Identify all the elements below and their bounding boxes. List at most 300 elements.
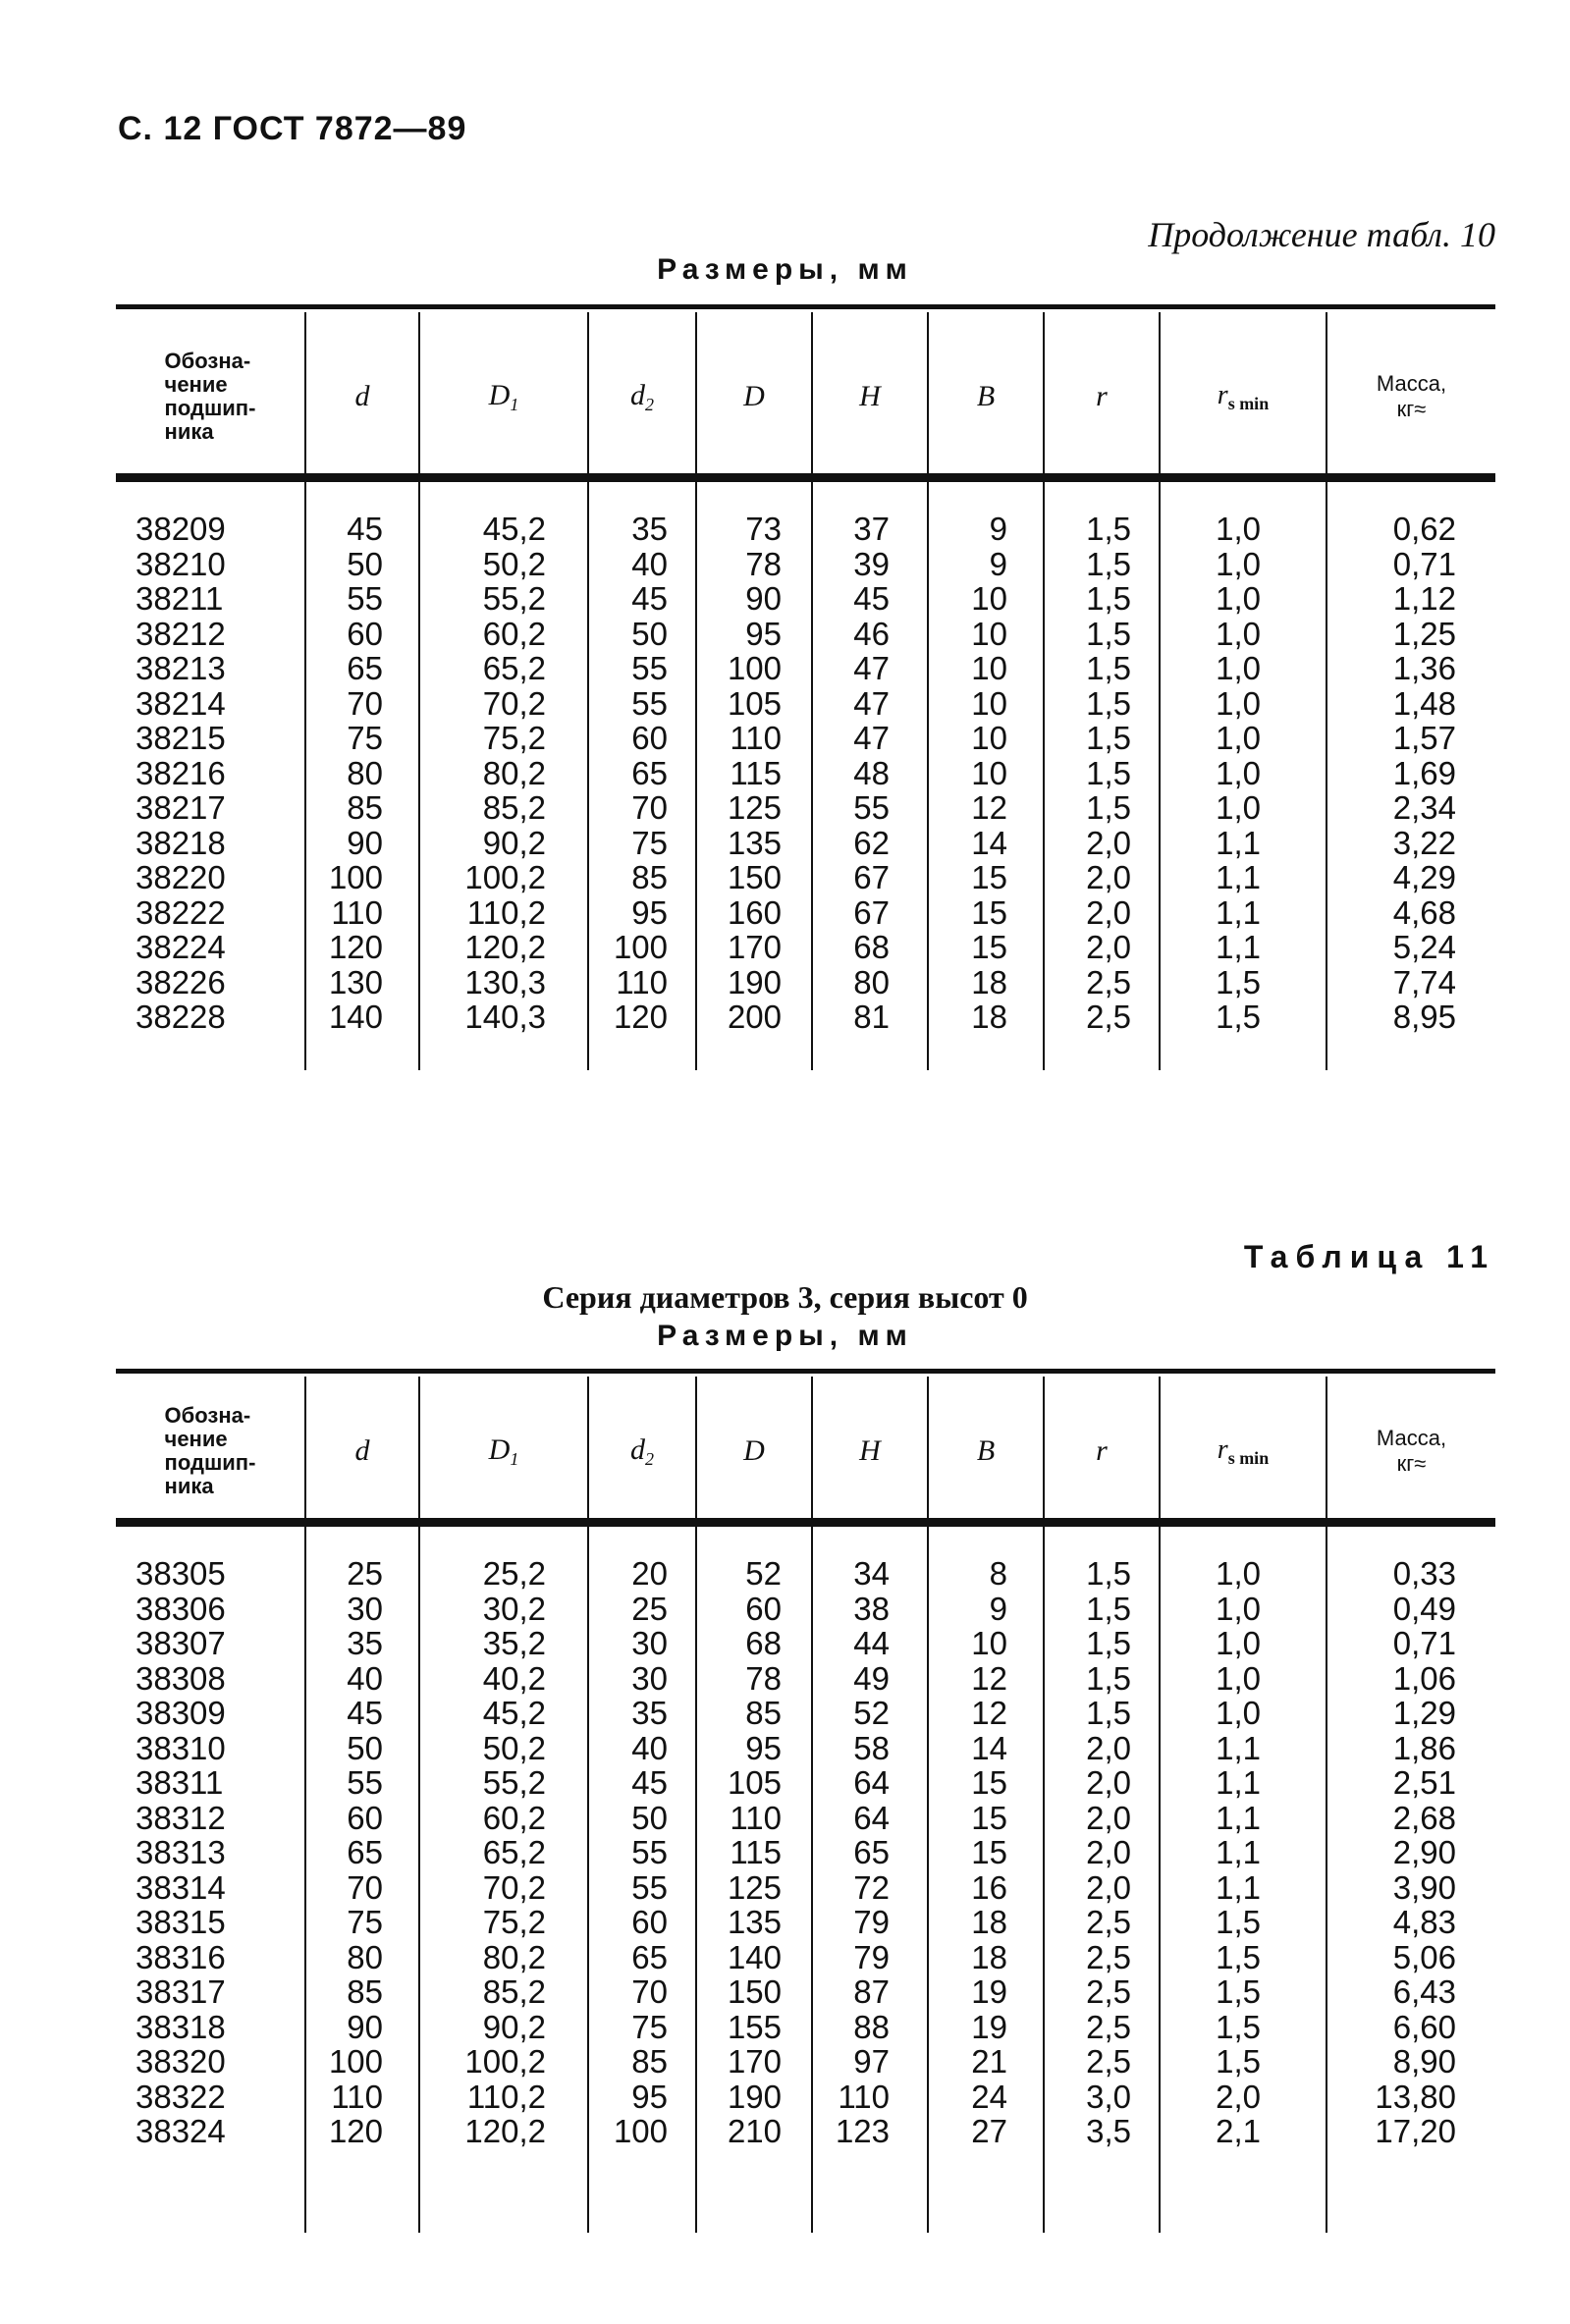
cell-H: 97 xyxy=(853,2043,890,2080)
table-11 xyxy=(116,1369,1495,2233)
cell-r: 3,5 xyxy=(1086,2113,1131,2149)
cell-r: 1,5 xyxy=(1086,754,1131,791)
cell-H: 87 xyxy=(853,1973,890,2010)
cell-B: 10 xyxy=(971,580,1007,617)
cell-d: 90 xyxy=(347,824,383,861)
cell-B: 24 xyxy=(971,2078,1007,2115)
cell-rs-min: 2,1 xyxy=(1216,2113,1261,2149)
cell-r: 2,5 xyxy=(1086,2043,1131,2080)
cell-d: 110 xyxy=(331,2078,383,2115)
cell-designation: 38317 xyxy=(135,1973,226,2010)
continuation-label: Продолжение табл. 10 xyxy=(1148,215,1495,254)
header-designation: Обозна- чение подшип- ника xyxy=(116,1377,306,1526)
cell-H: 44 xyxy=(853,1625,890,1661)
cell-r: 2,0 xyxy=(1086,893,1131,931)
cell-D1: 60,2 xyxy=(482,615,546,652)
cell-D: 115 xyxy=(730,754,782,791)
cell-rs-min: 1,1 xyxy=(1216,1868,1261,1906)
cell-rs-min: 1,0 xyxy=(1216,650,1261,686)
column-mass xyxy=(1327,482,1495,1070)
cell-rs-min: 1,0 xyxy=(1216,1625,1261,1661)
cell-D: 200 xyxy=(727,999,782,1035)
table-top-rule xyxy=(116,1369,1495,1374)
cell-d: 120 xyxy=(328,2113,383,2149)
cell-d2: 95 xyxy=(631,893,668,931)
table-header xyxy=(116,312,1495,481)
cell-designation: 38216 xyxy=(135,754,226,791)
cell-B: 10 xyxy=(971,754,1007,791)
cell-H: 67 xyxy=(853,893,890,931)
column-B xyxy=(929,1527,1045,2233)
cell-r: 2,0 xyxy=(1086,1868,1131,1906)
cell-mass: 0,71 xyxy=(1392,1625,1456,1661)
header-d: d xyxy=(306,1377,420,1526)
cell-d: 60 xyxy=(347,615,383,652)
cell-d2: 100 xyxy=(613,2113,668,2149)
cell-H: 45 xyxy=(853,580,890,617)
header-rule xyxy=(116,473,1495,482)
cell-H: 34 xyxy=(853,1555,890,1592)
table-body xyxy=(116,1527,1495,2233)
cell-d: 85 xyxy=(347,789,383,826)
cell-B: 15 xyxy=(971,1834,1007,1870)
cell-mass: 0,33 xyxy=(1392,1555,1456,1592)
cell-D1: 120,2 xyxy=(464,929,546,965)
cell-D1: 120,2 xyxy=(464,2113,546,2149)
cell-D1: 65,2 xyxy=(482,650,546,686)
cell-H: 79 xyxy=(853,1904,890,1940)
cell-d: 100 xyxy=(328,859,383,895)
cell-H: 67 xyxy=(853,859,890,895)
header-r: r xyxy=(1045,312,1161,481)
cell-designation: 38310 xyxy=(135,1729,226,1766)
cell-D: 105 xyxy=(727,684,782,722)
cell-D: 90 xyxy=(745,580,782,617)
cell-B: 16 xyxy=(971,1868,1007,1906)
cell-D1: 90,2 xyxy=(482,2008,546,2045)
column-H xyxy=(813,1527,929,2233)
column-D1 xyxy=(420,1527,589,2233)
cell-mass: 1,57 xyxy=(1392,720,1456,756)
cell-H: 37 xyxy=(853,511,890,547)
cell-d2: 35 xyxy=(631,1695,668,1731)
cell-B: 15 xyxy=(971,1764,1007,1801)
cell-D1: 40,2 xyxy=(482,1659,546,1697)
cell-designation: 38309 xyxy=(135,1695,226,1731)
column-d2 xyxy=(589,482,697,1070)
cell-designation: 38306 xyxy=(135,1590,226,1627)
cell-r: 2,0 xyxy=(1086,824,1131,861)
column-mass xyxy=(1327,1527,1495,2233)
cell-D: 105 xyxy=(727,1764,782,1801)
cell-d2: 75 xyxy=(631,2008,668,2045)
cell-rs-min: 1,5 xyxy=(1216,1904,1261,1940)
cell-rs-min: 1,0 xyxy=(1216,1659,1261,1697)
cell-rs-min: 1,0 xyxy=(1216,684,1261,722)
cell-B: 18 xyxy=(971,1904,1007,1940)
cell-mass: 0,62 xyxy=(1392,511,1456,547)
cell-designation: 38218 xyxy=(135,824,226,861)
cell-d2: 95 xyxy=(631,2078,668,2115)
cell-r: 2,0 xyxy=(1086,1764,1131,1801)
cell-D1: 130,3 xyxy=(464,963,546,1000)
column-d xyxy=(306,1527,420,2233)
header-rule xyxy=(116,1518,1495,1527)
cell-d2: 70 xyxy=(631,789,668,826)
cell-D: 52 xyxy=(745,1555,782,1592)
cell-rs-min: 1,0 xyxy=(1216,754,1261,791)
cell-mass: 1,06 xyxy=(1392,1659,1456,1697)
cell-B: 10 xyxy=(971,1625,1007,1661)
cell-B: 8 xyxy=(989,1555,1007,1592)
cell-designation: 38307 xyxy=(135,1625,226,1661)
cell-rs-min: 1,0 xyxy=(1216,580,1261,617)
cell-H: 81 xyxy=(853,999,890,1035)
column-D1 xyxy=(420,482,589,1070)
cell-d: 35 xyxy=(347,1625,383,1661)
cell-B: 18 xyxy=(971,963,1007,1000)
cell-mass: 17,20 xyxy=(1375,2113,1456,2149)
cell-mass: 6,60 xyxy=(1392,2008,1456,2045)
cell-d: 110 xyxy=(331,893,383,931)
cell-d: 75 xyxy=(347,720,383,756)
cell-designation: 38224 xyxy=(135,929,226,965)
cell-D1: 110,2 xyxy=(466,2078,546,2115)
cell-D: 100 xyxy=(727,650,782,686)
cell-D1: 85,2 xyxy=(482,789,546,826)
cell-mass: 1,69 xyxy=(1392,754,1456,791)
header-D: D xyxy=(697,312,813,481)
column-r xyxy=(1045,482,1161,1070)
cell-r: 2,0 xyxy=(1086,929,1131,965)
cell-B: 27 xyxy=(971,2113,1007,2149)
cell-B: 15 xyxy=(971,893,1007,931)
cell-D: 190 xyxy=(727,963,782,1000)
series-caption: Серия диаметров 3, серия высот 0 xyxy=(542,1279,1028,1315)
cell-B: 21 xyxy=(971,2043,1007,2080)
cell-D: 78 xyxy=(745,1659,782,1697)
cell-B: 9 xyxy=(989,1590,1007,1627)
cell-d2: 45 xyxy=(631,1764,668,1801)
cell-D: 170 xyxy=(727,2043,782,2080)
cell-d: 25 xyxy=(347,1555,383,1592)
cell-designation: 38315 xyxy=(135,1904,226,1940)
column-rs-min xyxy=(1161,1527,1327,2233)
cell-B: 9 xyxy=(989,511,1007,547)
cell-r: 1,5 xyxy=(1086,684,1131,722)
cell-D1: 70,2 xyxy=(482,1868,546,1906)
cell-mass: 1,12 xyxy=(1392,580,1456,617)
cell-d: 75 xyxy=(347,1904,383,1940)
column-designation xyxy=(116,482,306,1070)
cell-H: 49 xyxy=(853,1659,890,1697)
cell-mass: 6,43 xyxy=(1392,1973,1456,2010)
column-d xyxy=(306,482,420,1070)
cell-d: 70 xyxy=(347,684,383,722)
column-rs-min xyxy=(1161,482,1327,1070)
cell-rs-min: 1,0 xyxy=(1216,720,1261,756)
header-H: H xyxy=(813,312,929,481)
cell-r: 1,5 xyxy=(1086,1555,1131,1592)
cell-designation: 38305 xyxy=(135,1555,226,1592)
cell-D1: 90,2 xyxy=(482,824,546,861)
column-B xyxy=(929,482,1045,1070)
header-B: B xyxy=(929,312,1045,481)
cell-mass: 3,22 xyxy=(1392,824,1456,861)
cell-H: 47 xyxy=(853,720,890,756)
cell-r: 3,0 xyxy=(1086,2078,1131,2115)
cell-B: 19 xyxy=(971,2008,1007,2045)
cell-mass: 0,49 xyxy=(1392,1590,1456,1627)
cell-H: 65 xyxy=(853,1834,890,1870)
cell-rs-min: 1,1 xyxy=(1216,859,1261,895)
cell-D1: 110,2 xyxy=(466,893,546,931)
cell-d: 80 xyxy=(347,754,383,791)
cell-D: 78 xyxy=(745,545,782,582)
cell-D: 140 xyxy=(727,1938,782,1975)
table-body xyxy=(116,482,1495,1070)
header-designation: Обозна- чение подшип- ника xyxy=(116,312,306,481)
cell-B: 12 xyxy=(971,1695,1007,1731)
cell-r: 1,5 xyxy=(1086,650,1131,686)
cell-d: 40 xyxy=(347,1659,383,1697)
cell-d: 100 xyxy=(328,2043,383,2080)
cell-H: 55 xyxy=(853,789,890,826)
cell-rs-min: 1,1 xyxy=(1216,1799,1261,1836)
cell-r: 2,0 xyxy=(1086,859,1131,895)
cell-D1: 55,2 xyxy=(482,1764,546,1801)
cell-mass: 8,95 xyxy=(1392,999,1456,1035)
cell-mass: 2,68 xyxy=(1392,1799,1456,1836)
cell-d: 55 xyxy=(347,580,383,617)
cell-D: 150 xyxy=(727,1973,782,2010)
cell-B: 10 xyxy=(971,720,1007,756)
cell-rs-min: 1,0 xyxy=(1216,1695,1261,1731)
table-header xyxy=(116,1377,1495,1526)
cell-rs-min: 1,1 xyxy=(1216,929,1261,965)
cell-d: 65 xyxy=(347,650,383,686)
cell-r: 1,5 xyxy=(1086,1590,1131,1627)
header-d: d xyxy=(306,312,420,481)
cell-D: 155 xyxy=(727,2008,782,2045)
cell-designation: 38322 xyxy=(135,2078,226,2115)
cell-d: 90 xyxy=(347,2008,383,2045)
cell-d2: 75 xyxy=(631,824,668,861)
cell-rs-min: 1,1 xyxy=(1216,893,1261,931)
cell-mass: 5,06 xyxy=(1392,1938,1456,1975)
header-D1: $D_1$ xyxy=(420,1377,589,1526)
cell-d: 140 xyxy=(328,999,383,1035)
cell-r: 1,5 xyxy=(1086,1695,1131,1731)
cell-rs-min: 1,1 xyxy=(1216,824,1261,861)
cell-designation: 38222 xyxy=(135,893,226,931)
cell-B: 14 xyxy=(971,1729,1007,1766)
cell-d: 70 xyxy=(347,1868,383,1906)
cell-D1: 80,2 xyxy=(482,1938,546,1975)
cell-rs-min: 1,0 xyxy=(1216,1555,1261,1592)
header-mass: Масса, кг≈ xyxy=(1376,371,1447,421)
header-r: r xyxy=(1045,1377,1161,1526)
cell-rs-min: 1,0 xyxy=(1216,511,1261,547)
cell-D: 115 xyxy=(730,1834,782,1870)
cell-r: 2,0 xyxy=(1086,1729,1131,1766)
cell-d: 30 xyxy=(347,1590,383,1627)
cell-d2: 25 xyxy=(631,1590,668,1627)
cell-rs-min: 1,5 xyxy=(1216,1938,1261,1975)
cell-d: 120 xyxy=(328,929,383,965)
cell-H: 38 xyxy=(853,1590,890,1627)
column-D xyxy=(697,482,813,1070)
cell-rs-min: 2,0 xyxy=(1216,2078,1261,2115)
cell-D: 135 xyxy=(727,824,782,861)
table-10 xyxy=(116,304,1495,1070)
header-D1: $D_1$ xyxy=(420,312,589,481)
cell-designation: 38212 xyxy=(135,615,226,652)
cell-r: 2,0 xyxy=(1086,1799,1131,1836)
cell-designation: 38214 xyxy=(135,684,226,722)
cell-D1: 60,2 xyxy=(482,1799,546,1836)
cell-D: 135 xyxy=(727,1904,782,1940)
cell-d2: 50 xyxy=(631,615,668,652)
cell-d2: 85 xyxy=(631,2043,668,2080)
cell-H: 47 xyxy=(853,684,890,722)
cell-designation: 38320 xyxy=(135,2043,226,2080)
cell-B: 18 xyxy=(971,1938,1007,1975)
cell-D1: 50,2 xyxy=(482,545,546,582)
cell-d: 50 xyxy=(347,545,383,582)
cell-H: 80 xyxy=(853,963,890,1000)
cell-B: 10 xyxy=(971,684,1007,722)
cell-d2: 40 xyxy=(631,1729,668,1766)
cell-r: 1,5 xyxy=(1086,511,1131,547)
cell-B: 12 xyxy=(971,789,1007,826)
cell-mass: 5,24 xyxy=(1392,929,1456,965)
cell-D: 160 xyxy=(727,893,782,931)
cell-B: 9 xyxy=(989,545,1007,582)
cell-rs-min: 1,1 xyxy=(1216,1764,1261,1801)
units-caption: Размеры, мм xyxy=(657,1320,913,1352)
cell-H: 58 xyxy=(853,1729,890,1766)
cell-d2: 110 xyxy=(616,963,668,1000)
cell-rs-min: 1,5 xyxy=(1216,999,1261,1035)
cell-D: 210 xyxy=(727,2113,782,2149)
table-top-rule xyxy=(116,304,1495,309)
cell-d: 130 xyxy=(328,963,383,1000)
cell-D: 170 xyxy=(727,929,782,965)
cell-H: 88 xyxy=(853,2008,890,2045)
cell-d2: 50 xyxy=(631,1799,668,1836)
cell-D1: 80,2 xyxy=(482,754,546,791)
cell-r: 1,5 xyxy=(1086,615,1131,652)
cell-D: 150 xyxy=(727,859,782,895)
cell-d2: 20 xyxy=(631,1555,668,1592)
cell-rs-min: 1,1 xyxy=(1216,1834,1261,1870)
cell-B: 15 xyxy=(971,859,1007,895)
cell-d2: 35 xyxy=(631,511,668,547)
header-d2: $d_2$ xyxy=(589,312,697,481)
cell-d: 80 xyxy=(347,1938,383,1975)
cell-r: 2,5 xyxy=(1086,1973,1131,2010)
cell-H: 46 xyxy=(853,615,890,652)
cell-D1: 75,2 xyxy=(482,720,546,756)
cell-rs-min: 1,0 xyxy=(1216,789,1261,826)
cell-d: 85 xyxy=(347,1973,383,2010)
cell-d2: 65 xyxy=(631,1938,668,1975)
cell-designation: 38308 xyxy=(135,1659,226,1697)
cell-d2: 70 xyxy=(631,1973,668,2010)
cell-B: 19 xyxy=(971,1973,1007,2010)
cell-D1: 45,2 xyxy=(482,1695,546,1731)
cell-D1: 45,2 xyxy=(482,511,546,547)
cell-designation: 38209 xyxy=(135,511,226,547)
cell-mass: 2,34 xyxy=(1392,789,1456,826)
cell-B: 14 xyxy=(971,824,1007,861)
cell-rs-min: 1,1 xyxy=(1216,1729,1261,1766)
cell-designation: 38316 xyxy=(135,1938,226,1975)
cell-H: 64 xyxy=(853,1764,890,1801)
cell-r: 1,5 xyxy=(1086,1659,1131,1697)
column-H xyxy=(813,482,929,1070)
cell-mass: 1,86 xyxy=(1392,1729,1456,1766)
cell-mass: 4,83 xyxy=(1392,1904,1456,1940)
column-designation xyxy=(116,1527,306,2233)
cell-D1: 100,2 xyxy=(464,2043,546,2080)
cell-d2: 45 xyxy=(631,580,668,617)
cell-rs-min: 1,0 xyxy=(1216,1590,1261,1627)
cell-D1: 100,2 xyxy=(464,859,546,895)
cell-d: 65 xyxy=(347,1834,383,1870)
cell-mass: 13,80 xyxy=(1375,2078,1456,2115)
cell-mass: 4,68 xyxy=(1392,893,1456,931)
cell-d2: 30 xyxy=(631,1659,668,1697)
cell-designation: 38314 xyxy=(135,1868,226,1906)
cell-H: 79 xyxy=(853,1938,890,1975)
cell-designation: 38228 xyxy=(135,999,226,1035)
cell-rs-min: 1,5 xyxy=(1216,2043,1261,2080)
cell-d2: 40 xyxy=(631,545,668,582)
cell-r: 2,5 xyxy=(1086,999,1131,1035)
cell-D: 85 xyxy=(745,1695,782,1731)
cell-d2: 100 xyxy=(613,929,668,965)
cell-D: 60 xyxy=(745,1590,782,1627)
cell-d2: 85 xyxy=(631,859,668,895)
cell-mass: 2,51 xyxy=(1392,1764,1456,1801)
column-r xyxy=(1045,1527,1161,2233)
cell-mass: 1,25 xyxy=(1392,615,1456,652)
header-d2: $d_2$ xyxy=(589,1377,697,1526)
cell-D: 110 xyxy=(730,1799,782,1836)
header-rs-min: $r_{s min}$ xyxy=(1161,312,1327,481)
cell-D1: 50,2 xyxy=(482,1729,546,1766)
cell-mass: 1,36 xyxy=(1392,650,1456,686)
cell-mass: 1,29 xyxy=(1392,1695,1456,1731)
cell-designation: 38211 xyxy=(135,580,224,617)
cell-H: 68 xyxy=(853,929,890,965)
header-B: B xyxy=(929,1377,1045,1526)
column-d2 xyxy=(589,1527,697,2233)
cell-d2: 55 xyxy=(631,684,668,722)
cell-d2: 30 xyxy=(631,1625,668,1661)
cell-rs-min: 1,5 xyxy=(1216,963,1261,1000)
cell-B: 18 xyxy=(971,999,1007,1035)
units-caption: Размеры, мм xyxy=(657,253,913,286)
cell-d2: 120 xyxy=(613,999,668,1035)
header-H: H xyxy=(813,1377,929,1526)
header-rs-min: $r_{s min}$ xyxy=(1161,1377,1327,1526)
cell-d2: 55 xyxy=(631,1868,668,1906)
cell-D: 73 xyxy=(745,511,782,547)
cell-B: 10 xyxy=(971,615,1007,652)
